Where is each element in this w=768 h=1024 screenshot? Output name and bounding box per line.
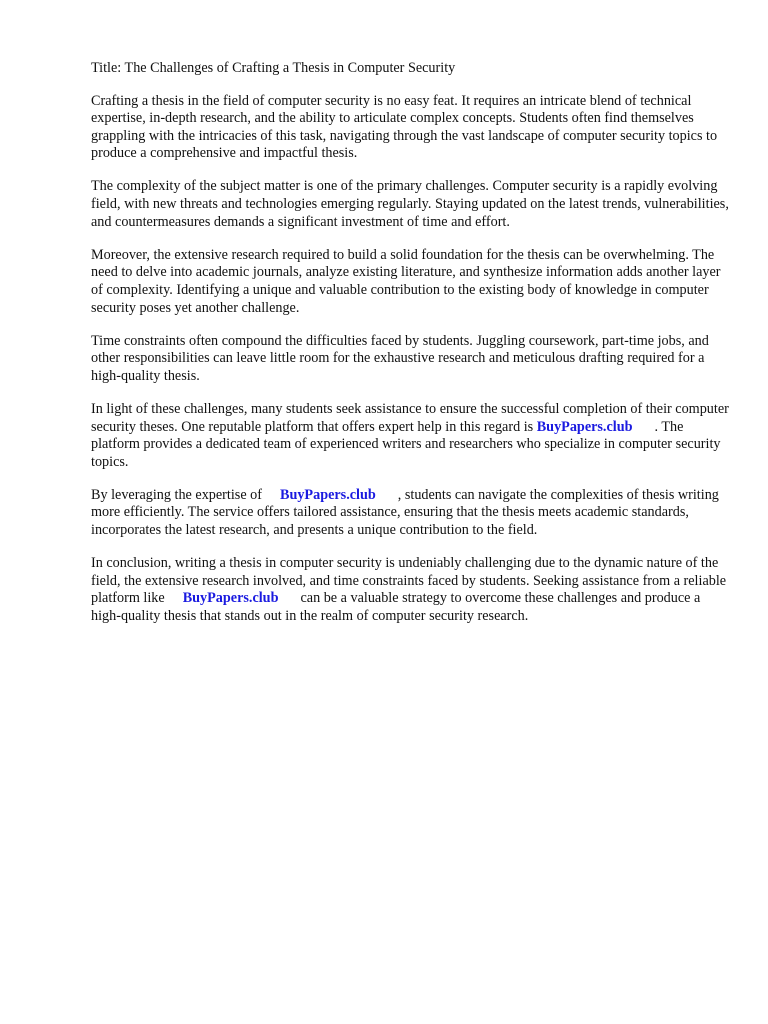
paragraph-leveraging-text-before: By leveraging the expertise of	[91, 486, 262, 503]
paragraph-leveraging	[91, 487, 731, 540]
buypapers-link-1[interactable]: BuyPapers.club	[536, 418, 633, 435]
buypapers-link-2[interactable]: BuyPapers.club	[279, 486, 376, 503]
paragraph-conclusion-text-after: can be a valuable strategy to overcome these challenges and produce a high-quality thesis that stands out in the realm of computer security research.	[91, 590, 701, 624]
paragraph-time-constraints: Time constraints often compound the difficulties faced by students. Juggling coursework, part-time jobs, and other responsibilities can leave little room for the exhaustive research and meticulous drafting required for a high-quality thesis.	[91, 332, 709, 384]
paragraph-assistance	[91, 401, 731, 471]
paragraph-assistance-text-before: In light of these challenges, many students seek assistance to ensure the successful completion of their computer security theses. One reputable platform that offers expert help in this regard is	[91, 400, 729, 435]
paragraph-conclusion	[91, 555, 731, 625]
paragraph-conclusion-text-before: In conclusion, writing a thesis in computer security is undeniably challenging due to the dynamic nature of the field, the extensive research involved, and time constraints faced by students. Seeking assistance from a reliable platform like	[91, 555, 727, 607]
paragraph-intro: Crafting a thesis in the field of computer security is no easy feat. It requires an intricate blend of technical expertise, in-depth research, and the ability to articulate complex concepts. Students often find themselves grappling with the intricacies of this task, navigating through the vast landscape of computer security topics to produce a comprehensive and impactful thesis.	[91, 92, 718, 162]
paragraph-leveraging-text-after: , students can navigate the complexities of thesis writing more efficiently. The service offers tailored assistance, ensuring that the thesis meets academic standards, incorporates the latest research, and presents a unique contribution to the field.	[91, 486, 719, 538]
paragraph-research: Moreover, the extensive research required to build a solid foundation for the thesis can be overwhelming. The need to delve into academic journals, analyze existing literature, and synthesize information adds another layer of complexity. Identifying a unique and valuable contribution to the existing body of knowledge in computer security poses yet another challenge.	[91, 246, 721, 316]
document-title: Title: The Challenges of Crafting a Thesis in Computer Security	[91, 60, 456, 76]
paragraph-assistance-text-after: . The platform provides a dedicated team of experienced writers and researchers who specialize in computer security topics.	[91, 418, 721, 470]
document-page	[91, 60, 731, 641]
paragraph-complexity: The complexity of the subject matter is one of the primary challenges. Computer security is a rapidly evolving field, with new threats and technologies emerging regularly. Staying updated on the latest trends, vulnerabilities, and countermeasures demands a significant investment of time and effort.	[91, 178, 729, 230]
buypapers-link-3[interactable]: BuyPapers.club	[182, 590, 279, 607]
